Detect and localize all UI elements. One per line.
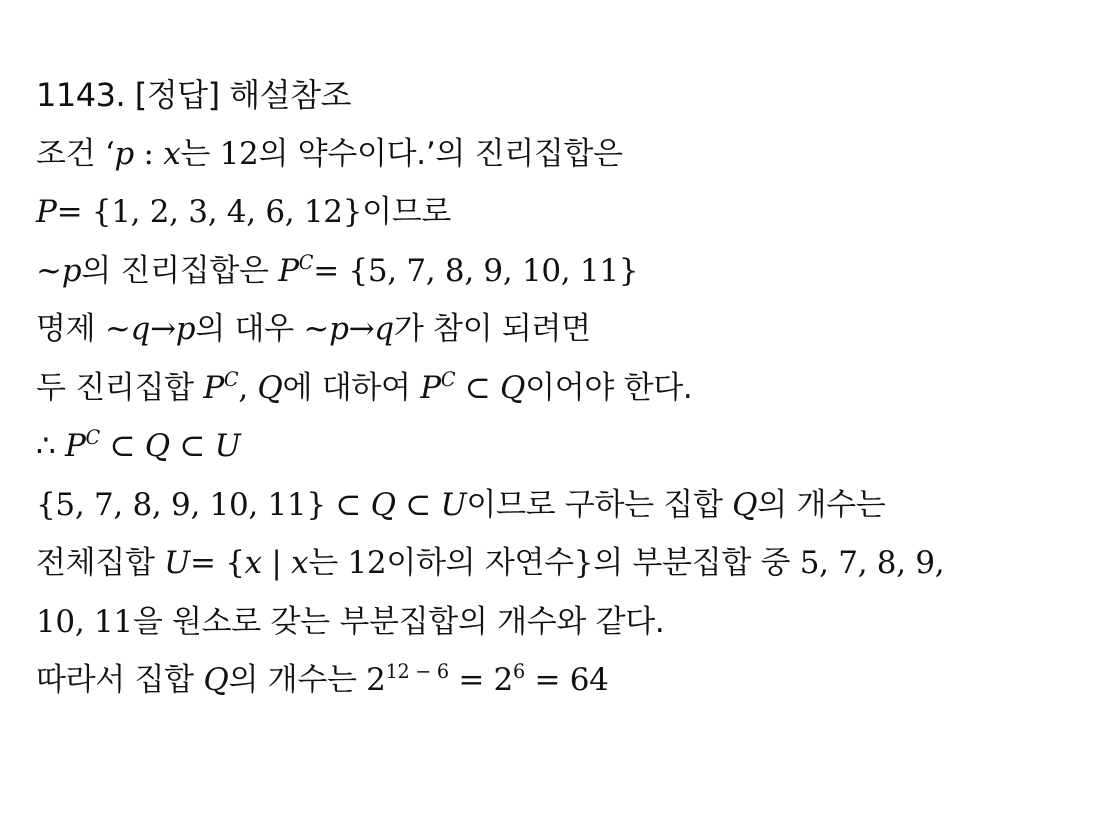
solution-line <box>36 125 1076 184</box>
math-segment: ‘ <box>104 135 115 172</box>
solution-line <box>36 242 1076 301</box>
solution-line <box>36 476 1076 535</box>
math-segment: ~ <box>36 252 62 289</box>
math-segment: q <box>374 311 394 347</box>
math-segment: ⊂ <box>169 428 215 464</box>
math-segment: ⊂ <box>99 428 145 464</box>
math-segment: = 64 <box>524 662 609 698</box>
text-segment: 의 진리집합은 <box>81 252 279 289</box>
text-segment: 을 원소로 갖는 부분집합의 개수와 같다. <box>132 603 665 640</box>
text-segment: 의 약수이다.’의 진리집합은 <box>258 135 623 172</box>
text-segment: 조건 <box>36 135 105 172</box>
text-segment: 의 부분집합 중 <box>593 545 800 581</box>
math-segment: = {5, 7, 8, 9, 10, 11} <box>313 252 639 289</box>
math-segment: 5, 7, 8, 9, <box>799 545 945 581</box>
math-segment: Q <box>500 369 526 406</box>
math-segment: P <box>203 369 224 406</box>
math-segment: P <box>64 428 86 464</box>
math-segment: P <box>36 194 57 230</box>
problem-header: 1143. [정답] 해설참조 <box>36 76 351 114</box>
solution-line <box>36 534 1076 593</box>
math-segment: Q <box>144 428 170 464</box>
math-segment: 12 <box>347 545 387 581</box>
text-segment: 의 개수는 <box>228 662 367 698</box>
math-segment: C <box>223 367 239 391</box>
text-segment: 전체집합 <box>36 545 165 581</box>
text-segment: 따라서 집합 <box>36 662 204 698</box>
math-segment: ⊂ <box>395 486 441 523</box>
text-segment: 는 <box>180 135 220 172</box>
math-segment: Q <box>257 369 283 406</box>
solution-document <box>36 66 1076 710</box>
math-segment: C <box>298 250 314 274</box>
text-segment: 의 대우 <box>195 311 304 347</box>
text-segment: 명제 <box>36 311 105 347</box>
text-segment: 이어야 한다. <box>525 369 693 406</box>
math-segment: Q <box>203 662 229 698</box>
math-segment: x <box>244 545 262 581</box>
math-segment: C <box>440 367 456 391</box>
math-segment: Q <box>370 486 396 523</box>
math-segment: U <box>440 486 467 523</box>
math-segment: p <box>61 252 82 289</box>
math-segment: U <box>214 428 241 464</box>
solution-line <box>36 417 1076 476</box>
math-segment: , <box>238 369 258 406</box>
math-segment: q <box>130 311 151 347</box>
text-segment: 두 진리집합 <box>36 369 204 406</box>
solution-line <box>36 183 1076 242</box>
math-segment: 12 − 6 <box>385 660 449 684</box>
math-segment: Q <box>732 486 758 523</box>
text-segment: 는 <box>308 545 348 581</box>
math-segment: → <box>150 311 176 347</box>
math-segment: C <box>85 426 100 450</box>
math-segment: = 2 <box>448 662 513 698</box>
math-segment: → <box>348 311 375 347</box>
math-segment: 2 <box>366 662 386 698</box>
math-segment: | <box>261 545 292 581</box>
text-segment: 가 참이 되려면 <box>393 311 591 347</box>
math-segment: x <box>163 135 181 172</box>
solution-line <box>36 300 1076 359</box>
math-segment: p <box>114 135 134 172</box>
solution-line <box>36 359 1076 418</box>
math-segment: P <box>420 369 441 406</box>
math-segment: p <box>329 311 349 347</box>
math-segment: ∴ <box>36 428 65 464</box>
text-segment: 이므로 <box>362 194 452 230</box>
solution-line <box>36 593 1076 652</box>
math-segment: : <box>133 135 164 172</box>
math-segment: x <box>291 545 309 581</box>
math-segment: } <box>573 545 594 581</box>
math-segment: ~ <box>303 311 330 347</box>
math-segment: p <box>175 311 196 347</box>
math-segment: 12 <box>219 135 259 172</box>
text-segment: 의 개수는 <box>757 486 886 523</box>
solution-body <box>36 125 1076 710</box>
math-segment: = {1, 2, 3, 4, 6, 12} <box>56 194 363 230</box>
math-segment: 6 <box>512 660 525 684</box>
math-segment: P <box>278 252 299 289</box>
math-segment: U <box>164 545 190 581</box>
math-segment: ~ <box>104 311 131 347</box>
text-segment: 에 대하여 <box>282 369 421 406</box>
math-segment: 10, 11 <box>36 603 133 640</box>
solution-line <box>36 651 1076 710</box>
math-segment: ⊂ <box>455 369 501 406</box>
text-segment: 이하의 자연수 <box>386 545 574 581</box>
math-segment: = { <box>189 545 245 581</box>
math-segment: {5, 7, 8, 9, 10, 11} ⊂ <box>36 486 371 523</box>
text-segment: 이므로 구하는 집합 <box>466 486 733 523</box>
